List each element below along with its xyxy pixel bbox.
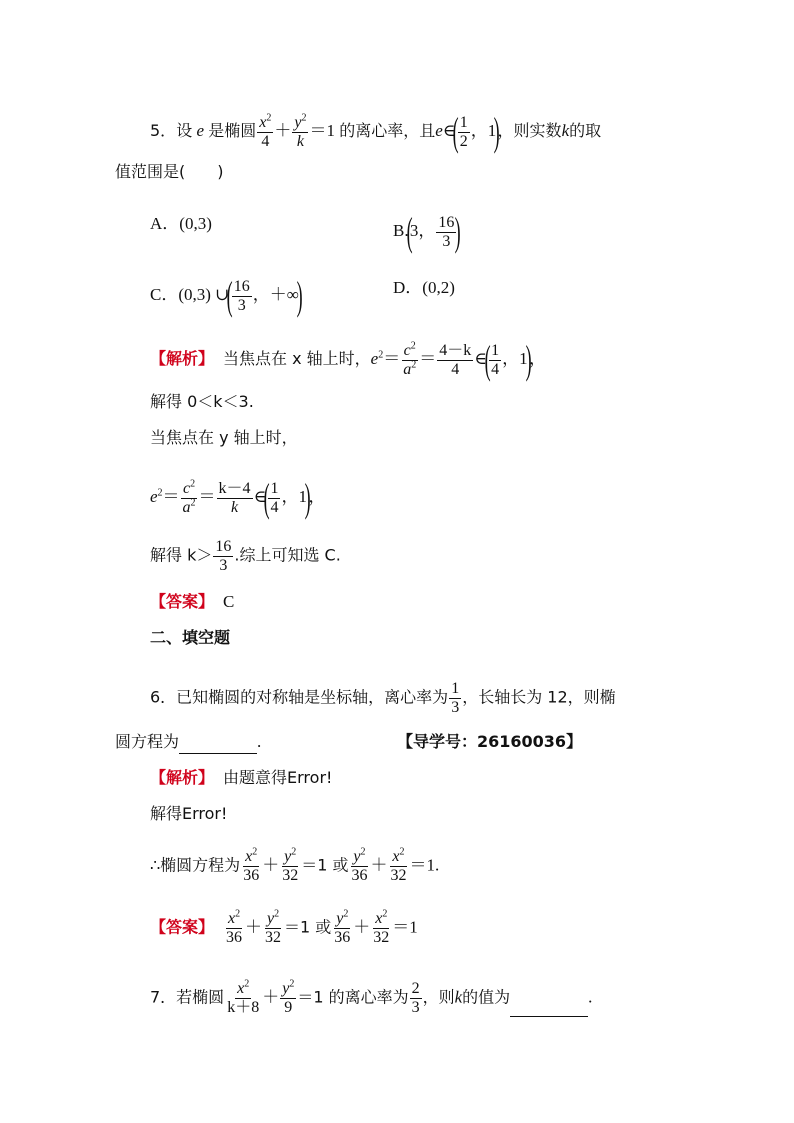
sol5-line5: 解得 k＞ $\frac{16}{3}$ .综上可知选 C. bbox=[150, 538, 341, 574]
section-title: 二、填空题 bbox=[150, 628, 231, 647]
option-b: B.(3， $\frac{16}{3}$ ) bbox=[393, 209, 462, 254]
answer-tag: 【答案】 bbox=[150, 917, 207, 937]
sol5-line3: 当焦点在 y 轴上时， bbox=[150, 428, 298, 447]
q7-line1: 7．若椭圆 $\frac{x^2}{k+8}$ ＋ $\frac{y^2}{9}$ ＝1 的离心率为 $\frac{2}{3}$ ，则k的值为 . bbox=[150, 978, 593, 1016]
sol6-line3: ∴椭圆方程为 $\frac{x^2}{36}$ ＋ $\frac{y^2}{32}$ ＝1 或 $\frac{y^2}{36}$ ＋ $\frac{x^2}{32}$ ＝1. bbox=[150, 846, 440, 884]
sol5-line4: $e^2=$ $\frac{c^2}{a^2}$ ＝ $\frac{k-4}{k}$ ∈( $\frac{1}{4}$ ，1)， bbox=[150, 475, 326, 520]
option-c: C．(0,3) ∪( $\frac{16}{3}$ ，＋∞) bbox=[150, 273, 303, 318]
fraction: $\frac{x^2}{4}$ bbox=[259, 112, 272, 150]
answer-blank[interactable] bbox=[510, 1000, 588, 1017]
answer6: 【答案】 $\frac{x^2}{36}$ ＋ $\frac{y^2}{32}$ ＝1 或 $\frac{y^2}{36}$ ＋ $\frac{x^2}{32}$ ＝1 bbox=[150, 908, 418, 946]
sol5-line1: 【解析】 当焦点在 x 轴上时，$e^2=$ $\frac{c^2}{a^2}$ ＝ $\frac{4-k}{4}$ ∈( $\frac{1}{4}$ ，1)， bbox=[150, 337, 546, 382]
option-d: D．(0,2) bbox=[393, 278, 455, 297]
answer5: 【答案】 C bbox=[150, 592, 235, 611]
sol6-line2: 解得Error! bbox=[150, 804, 228, 823]
fraction: $\frac{y^2}{k}$ bbox=[294, 112, 307, 150]
answer-tag: 【答案】 bbox=[150, 592, 207, 611]
sol5-line2: 解得 0＜k＜3. bbox=[150, 392, 254, 411]
analysis-tag: 【解析】 bbox=[150, 348, 207, 368]
q6-line1: 6．已知椭圆的对称轴是坐标轴，离心率为 $\frac{1}{3}$ ，长轴长为 12，则椭 bbox=[150, 680, 616, 716]
q6-line2: 圆方程为 . bbox=[115, 730, 261, 754]
q5-line1: 5．设 e 是椭圆 $\frac{x^2}{4}$ ＋ $\frac{y^2}{k}$ ＝1 的离心率，且e∈( $\frac{1}{2}$ ，1)，则实数k的取 bbox=[150, 109, 602, 154]
answer-blank[interactable] bbox=[179, 737, 257, 754]
option-a: A．(0,3) bbox=[150, 214, 212, 233]
guide-number: 【导学号：26160036】 bbox=[397, 732, 583, 751]
analysis-tag: 【解析】 bbox=[150, 768, 207, 787]
sol6-line1: 【解析】 由题意得Error! bbox=[150, 768, 333, 787]
q5-line2: 值范围是( ) bbox=[115, 162, 224, 181]
